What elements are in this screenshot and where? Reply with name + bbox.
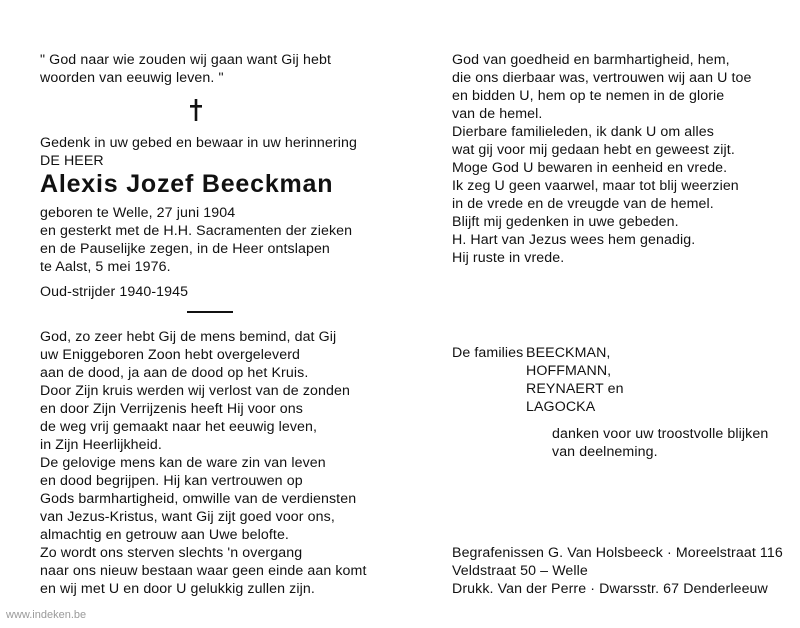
undertaker-line: Begrafenissen G. Van Holsbeeck · Moreelstraat 116: [452, 545, 783, 561]
remembrance-line: Gedenk in uw gebed en bewaar in uw herinnering: [40, 135, 357, 151]
prayer-line: en bidden U, hem op te nemen in de glorie: [452, 88, 725, 104]
prayer-line: en wij met U en door U gelukkig zullen zijn.: [40, 581, 315, 597]
family-name: HOFFMANN,: [526, 363, 612, 379]
families-label: De families: [452, 345, 524, 361]
prayer-line: uw Eniggeboren Zoon hebt overgeleverd: [40, 347, 301, 363]
prayer-line: Hij ruste in vrede.: [452, 250, 565, 266]
prayer-line: in Zijn Heerlijkheid.: [40, 437, 162, 453]
veteran-line: Oud-strijder 1940-1945: [40, 284, 189, 300]
prayer-line: H. Hart van Jezus wees hem genadig.: [452, 232, 696, 248]
prayer-line: Ik zeg U geen vaarwel, maar tot blij weerzien: [452, 178, 739, 194]
prayer-line: Dierbare familieleden, ik dank U om alles: [452, 124, 714, 140]
quote-line-2: woorden van eeuwig leven. ": [40, 70, 224, 86]
prayer-line: God van goedheid en barmhartigheid, hem,: [452, 52, 730, 68]
watermark: www.indeken.be: [6, 609, 87, 621]
prayer-line: God, zo zeer hebt Gij de mens bemind, dat Gij: [40, 329, 337, 345]
de-heer: DE HEER: [40, 153, 104, 169]
prayer-line: die ons dierbaar was, vertrouwen wij aan U toe: [452, 70, 752, 86]
prayer-line: de weg vrij gemaakt naar het eeuwig leven,: [40, 419, 318, 435]
prayer-line: almachtig en getrouw aan Uwe belofte.: [40, 527, 289, 543]
bio-line-3: en de Pauselijke zegen, in de Heer ontslapen: [40, 241, 330, 257]
prayer-line: Gods barmhartigheid, omwille van de verdiensten: [40, 491, 357, 507]
undertaker-address: Veldstraat 50 – Welle: [452, 563, 588, 579]
cross-icon: [190, 99, 202, 121]
prayer-line: in de vrede en de vreugde van de hemel.: [452, 196, 714, 212]
prayer-line: aan de dood, ja aan de dood op het Kruis.: [40, 365, 309, 381]
prayer-line: Door Zijn kruis werden wij verlost van de zonden: [40, 383, 350, 399]
prayer-line: en dood begrijpen. Hij kan vertrouwen op: [40, 473, 303, 489]
bio-line-2: en gesterkt met de H.H. Sacramenten der zieken: [40, 223, 353, 239]
bio-line-4: te Aalst, 5 mei 1976.: [40, 259, 171, 275]
printer-line: Drukk. Van der Perre · Dwarsstr. 67 Denderleeuw: [452, 581, 768, 597]
prayer-line: naar ons nieuw bestaan waar geen einde aan komt: [40, 563, 367, 579]
bio-line-1: geboren te Welle, 27 juni 1904: [40, 205, 236, 221]
prayer-line: van Jezus-Kristus, want Gij zijt goed voor ons,: [40, 509, 335, 525]
prayer-line: Moge God U bewaren in eenheid en vrede.: [452, 160, 728, 176]
prayer-line: van de hemel.: [452, 106, 543, 122]
deceased-name: Alexis Jozef Beeckman: [40, 170, 334, 198]
family-name: LAGOCKA: [526, 399, 596, 415]
divider-rule: [187, 311, 233, 313]
prayer-line: Blijft mij gedenken in uwe gebeden.: [452, 214, 679, 230]
prayer-line: en door Zijn Verrijzenis heeft Hij voor ons: [40, 401, 303, 417]
prayer-line: De gelovige mens kan de ware zin van leven: [40, 455, 326, 471]
family-name: REYNAERT en: [526, 381, 624, 397]
prayer-line: Zo wordt ons sterven slechts 'n overgang: [40, 545, 303, 561]
family-name: BEECKMAN,: [526, 345, 611, 361]
thanks-line: van deelneming.: [552, 444, 658, 460]
prayer-line: wat gij voor mij gedaan hebt en geweest zijt.: [452, 142, 735, 158]
quote-line-1: " God naar wie zouden wij gaan want Gij hebt: [40, 52, 331, 68]
thanks-line: danken voor uw troostvolle blijken: [552, 426, 769, 442]
